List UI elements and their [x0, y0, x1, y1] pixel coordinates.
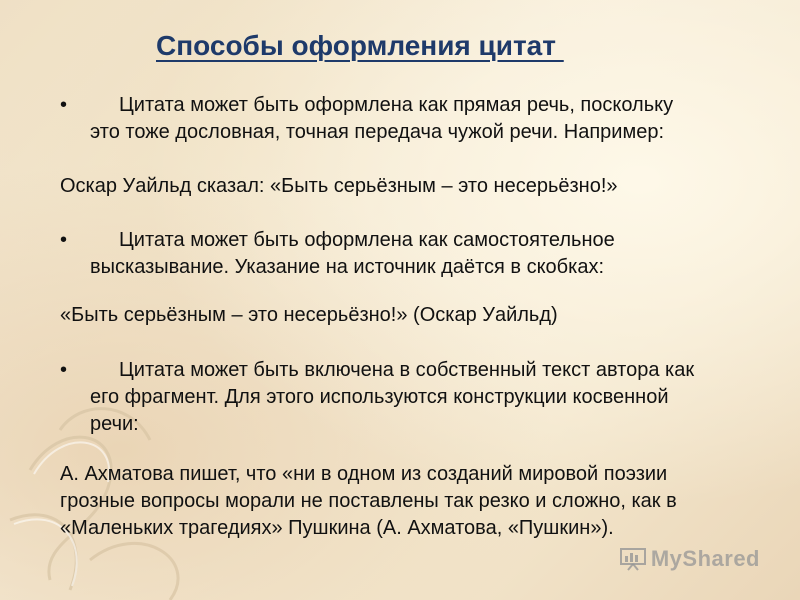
example-quote-1: [60, 173, 618, 200]
example-quote-2: [60, 302, 558, 329]
watermark-text: MyShared: [650, 546, 760, 571]
example-line: «Маленьких трагедиях» Пушкина (А. Ахматова, «Пушкин»).: [60, 517, 614, 539]
bullet-line: Цитата может быть включена в собственный текст автора как: [119, 359, 695, 381]
bullet-text: [90, 357, 694, 438]
bullet-line: речи:: [90, 413, 139, 435]
example-line: А. Ахматова пишет, что «ни в одном из созданий мировой поэзии: [60, 463, 668, 485]
presentation-board-icon: [619, 547, 647, 571]
bullet-marker: •: [60, 359, 68, 381]
bullet-line: Цитата может быть оформлена как самостоятельное: [119, 229, 615, 251]
bullet-text: [90, 227, 615, 281]
example-line: грозные вопросы морали не поставлены так резко и сложно, как в: [60, 490, 677, 512]
example-line: Оскар Уайльд сказал: «Быть серьёзным – это несерьёзно!»: [60, 175, 618, 197]
bullet-text: [90, 92, 673, 146]
bullet-line: высказывание. Указание на источник даётся в скобках:: [90, 256, 604, 278]
bullet-marker: •: [60, 94, 68, 116]
bullet-line: Цитата может быть оформлена как прямая речь, поскольку: [119, 94, 674, 116]
example-quote-3: [60, 461, 677, 542]
bullet-marker: •: [60, 229, 68, 251]
myshared-watermark: [619, 546, 760, 572]
example-line: «Быть серьёзным – это несерьёзно!» (Оскар Уайльд): [60, 304, 558, 326]
slide-title: Способы оформления цитат: [156, 30, 564, 61]
bullet-line: его фрагмент. Для этого используются конструкции косвенной: [90, 386, 669, 408]
bullet-line: это тоже дословная, точная передача чужой речи. Например:: [90, 121, 665, 143]
